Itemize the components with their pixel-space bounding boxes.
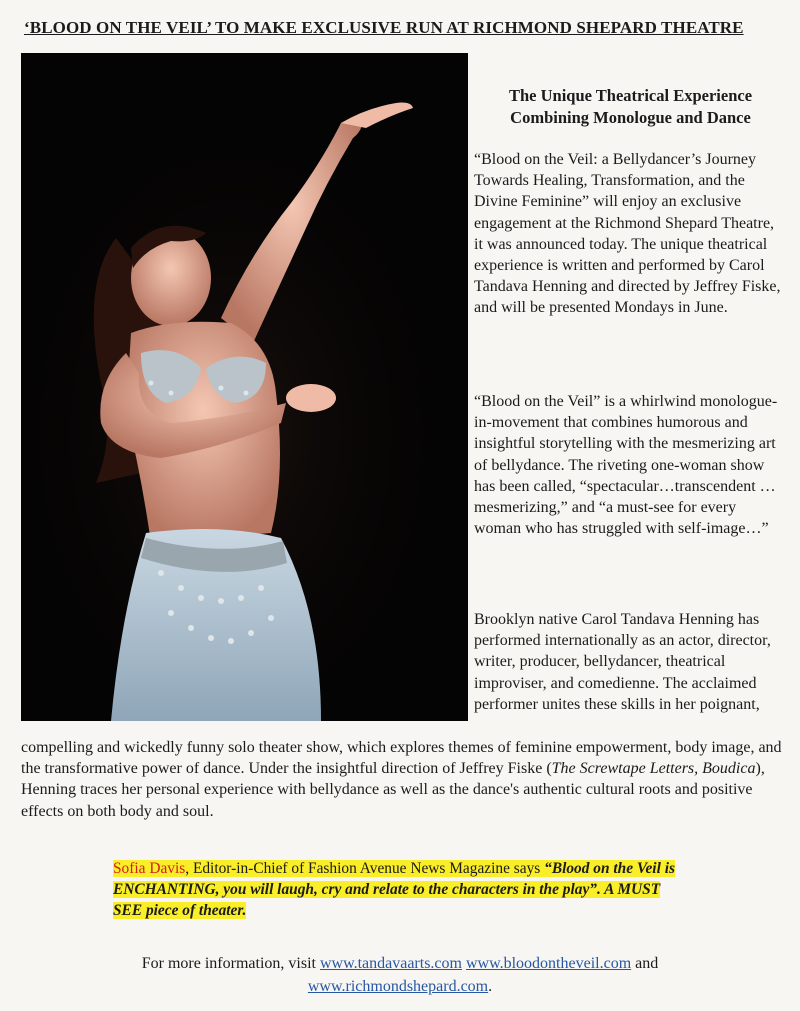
info-prefix: For more information, visit: [141, 955, 320, 972]
article-headline: ‘BLOOD ON THE VEIL’ TO MAKE EXCLUSIVE RUN AT RICHMOND SHEPARD THEATRE: [24, 18, 744, 37]
paragraph-announcement: “Blood on the Veil: a Bellydancer’s Journey Towards Healing, Transformation, and the Divine Feminine” will enjoy an exclusive engagement at the Richmond Shepard Theatre, it was announced today. The unique theatrical experience is written and performed by Carol Tandava Henning and directed by Jeffrey Fiske, and will be presented Mondays in June.: [474, 151, 781, 317]
quote-author-title: , Editor-in-Chief of Fashion Avenue News Magazine says: [185, 860, 545, 877]
bio-text-b: ), Henning traces her personal experience with bellydance as well as the dance's authentic cultural roots and positive effects on both body and soul.: [21, 760, 765, 820]
subheading: [478, 85, 783, 129]
quote-author-name: Sofia Davis: [113, 860, 186, 877]
paragraph-show-description: “Blood on the Veil” is a whirlwind monologue-in-movement that combines humorous and insightful storytelling with the mesmerizing art of bellydance. The riveting one-woman show has been called, “spectacular…transcendent …mesmerizing,” and “a must-see for every woman who has struggled with self-image…”: [474, 393, 778, 538]
editor-quote: [113, 858, 693, 921]
bio-italic-titles: The Screwtape Letters, Boudica: [551, 760, 756, 778]
link-tandavaarts[interactable]: www.tandavaarts.com: [319, 955, 462, 972]
link-bloodontheveil[interactable]: www.bloodontheveil.com: [465, 955, 632, 972]
dancer-illustration: [21, 53, 468, 721]
link-richmondshepard[interactable]: www.richmondshepard.com: [307, 978, 489, 995]
more-info: [60, 952, 740, 998]
dancer-photo: [21, 53, 468, 721]
quote-text: “Blood on the Veil is ENCHANTING, you will laugh, cry and relate to the characters in the play”. A MUST SEE piece of theater.: [113, 860, 675, 919]
info-and: and: [631, 955, 659, 972]
paragraph-performer-bio-continued: [21, 737, 786, 822]
subheading-line-2: Combining Monologue and Dance: [510, 108, 751, 127]
info-suffix: .: [488, 978, 493, 995]
paragraph-performer-bio-start: Brooklyn native Carol Tandava Henning has performed internationally as an actor, director, writer, producer, bellydancer, theatrical improviser, and comedienne. The acclaimed performer unites these skills in her poignant,: [474, 611, 771, 713]
bio-text-a: compelling and wickedly funny solo theater show, which explores themes of feminine empowerment, body image, and the transformative power of dance. Under the insightful direction of Jeffrey Fiske (: [21, 739, 782, 778]
subheading-line-1: The Unique Theatrical Experience: [508, 86, 753, 105]
